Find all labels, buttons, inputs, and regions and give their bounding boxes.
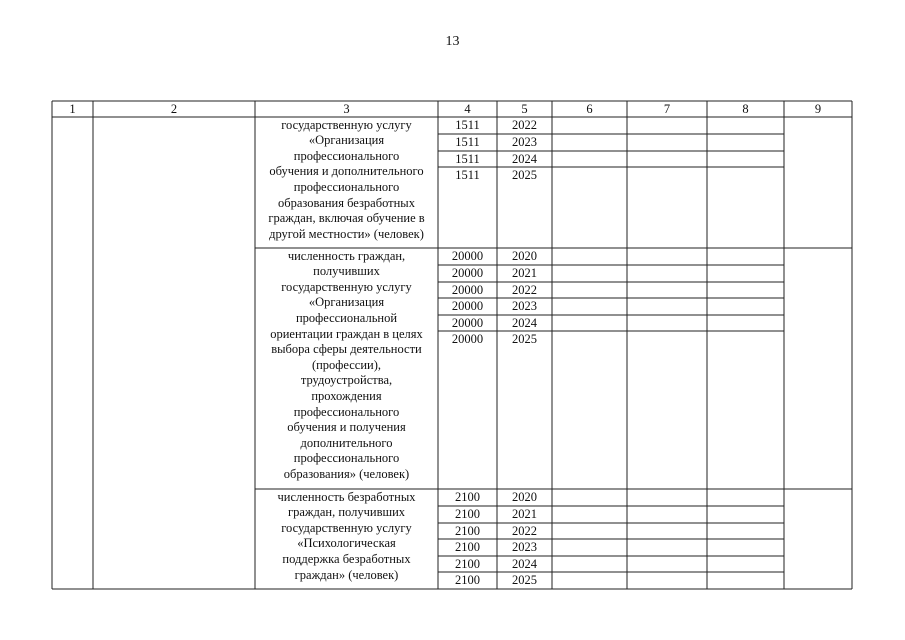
indicator-line: численность безработных [277,489,416,504]
value-cell: 1511 [455,167,480,182]
indicator-line: государственную услугу [281,279,412,294]
year-cell: 2021 [512,265,537,280]
year-cell: 2024 [512,556,537,571]
indicator-line: образования безработных [278,195,415,210]
year-cell: 2022 [512,117,537,132]
indicator-line: граждан» (человек) [294,567,399,582]
value-cell: 20000 [451,298,484,313]
value-cell: 20000 [451,331,484,346]
indicator-line: (профессии), [311,357,382,372]
indicator-line: «Организация [308,133,385,148]
value-cell: 2100 [455,556,480,571]
header-cell-5: 5 [521,102,528,116]
value-cell: 20000 [451,248,484,263]
year-cell: 2025 [512,167,537,182]
value-cell: 2100 [455,489,480,504]
header-cell-9: 9 [814,102,822,116]
year-cell: 2025 [512,572,537,587]
indicator-line: получивших [313,264,380,279]
indicator-line: «Психологическая [297,536,396,551]
indicator-line: государственную услугу [281,520,412,535]
indicator-line: граждан, получивших [287,505,406,520]
header-cell-7: 7 [663,102,671,116]
year-cell: 2025 [512,331,537,346]
value-cell: 2100 [455,523,480,538]
indicator-line: «Организация [308,295,385,310]
header-cell-6: 6 [586,102,593,116]
indicator-line: обучения и получения [287,420,406,435]
year-cell: 2023 [512,539,537,554]
indicator-line: образования» (человек) [283,466,410,481]
year-cell: 2024 [512,151,537,166]
header-cell-8: 8 [742,102,749,116]
indicator-line: дополнительного [300,435,393,450]
indicator-line: государственную услугу [281,117,412,132]
indicator-line: профессионального [293,404,400,419]
indicator-line: выбора сферы деятельности [271,342,422,357]
indicator-line: трудоустройства, [300,373,393,388]
indicator-line: профессионального [293,148,400,163]
indicator-line: численность граждан, [287,248,406,263]
indicator-line: обучения и дополнительного [269,164,424,179]
header-cell-1: 1 [69,102,76,116]
indicator-line: профессиональной [295,310,398,325]
value-cell: 20000 [451,315,484,330]
header-cell-2: 2 [170,102,178,116]
header-cell-3: 3 [343,102,350,116]
value-cell: 2100 [455,539,480,554]
value-cell: 2100 [455,506,480,521]
indicator-line: профессионального [293,179,400,194]
value-cell: 20000 [451,265,484,280]
page-number: 13 [445,34,460,49]
year-cell: 2022 [512,282,537,297]
year-cell: 2021 [512,506,537,521]
value-cell: 20000 [451,282,484,297]
indicator-line: профессионального [293,451,400,466]
indicator-line: ориентации граждан в целях [270,326,423,341]
value-cell: 2100 [455,572,480,587]
value-cell: 1511 [455,134,480,149]
year-cell: 2022 [512,523,537,538]
indicator-line: поддержка безработных [282,551,411,566]
indicator-line: граждан, включая обучение в [268,211,425,226]
value-cell: 1511 [455,151,480,166]
year-cell: 2024 [512,315,537,330]
year-cell: 2020 [512,248,537,263]
indicator-line: прохождения [311,388,382,403]
year-cell: 2020 [512,489,537,504]
value-cell: 1511 [455,117,480,132]
year-cell: 2023 [512,134,537,149]
year-cell: 2023 [512,298,537,313]
indicator-line: другой местности» (человек) [269,226,424,241]
header-cell-4: 4 [464,102,471,116]
